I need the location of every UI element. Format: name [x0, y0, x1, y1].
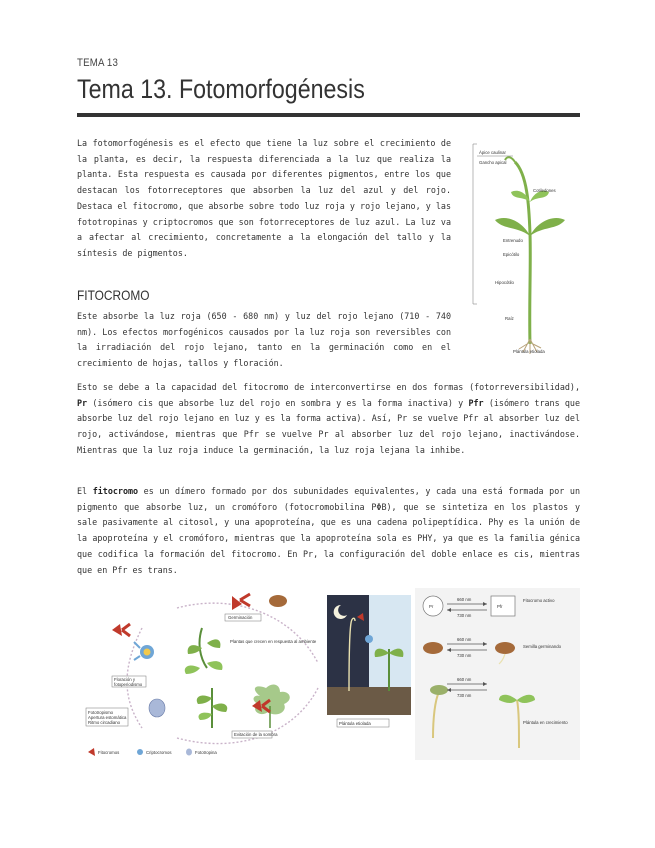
wavelength-far-red: 730 nm	[457, 693, 472, 698]
photoreversibility-figure	[415, 588, 580, 760]
label-active-phytochrome: Fitocromo activo	[523, 598, 555, 603]
etiolation-figure	[327, 595, 411, 729]
fitocromo-paragraph-1: Este absorbe la luz roja (650 - 680 nm) y luz del rojo lejano (710 - 740 nm). Los efectos morfogénicos causados por la luz roja son reversibles con la irradiación del rojo lejano, tanto en la germinación como en el crecimiento de hojas, tallos y floración.	[77, 311, 451, 369]
wavelength-red: 660 nm	[457, 677, 472, 682]
cycle-label: fotoperiodismo	[114, 682, 143, 687]
seedling-label: Gancho apical	[479, 160, 507, 165]
term-fitocromo: fitocromo	[92, 486, 139, 496]
cycle-label: Plantas que crecen en respuesta al ambiente	[230, 639, 317, 644]
seedling-caption: Plántula etiolada	[513, 349, 545, 354]
intro-paragraph: La fotomorfogénesis es el efecto que tiene la luz sobre el crecimiento de la planta, es decir, la respuesta diferenciada a la luz que realiza la planta. Esta respuesta es causada por diferentes pigmentos, entre los que destacan los fotorreceptores que absorben la luz del azul y del rojo. Destaca el fitocromo, que absorbe sobre todo luz roja y rojo lejano, y las fototropinas y criptocromos que son fotorreceptores de luz azul. La luz va a afectar al crecimiento, concretamente a la elongación del tallo y la síntesis de pigmentos.	[77, 138, 451, 258]
legend-phototropin: Fototropina	[195, 750, 217, 755]
label-seed: Semilla germinando	[523, 644, 561, 649]
label-pfr: Pfr	[497, 604, 503, 609]
title-divider	[77, 113, 580, 117]
wavelength-red: 660 nm	[457, 597, 472, 602]
cycle-label: Apertura estomática	[88, 715, 127, 720]
term-pr: Pr	[77, 397, 88, 408]
cycle-label: Germinación	[228, 615, 253, 620]
label-seedling: Plántula en crecimiento	[523, 720, 568, 725]
section-kicker: TEMA 13	[77, 57, 119, 69]
seedling-label: Hipocótilo	[495, 280, 514, 285]
seedling-diagram	[455, 134, 580, 356]
wavelength-far-red: 730 nm	[457, 653, 472, 658]
photoreceptor-cycle-figure	[82, 588, 325, 760]
seedling-label: Cotiledones	[533, 188, 556, 193]
wavelength-far-red: 730 nm	[457, 613, 472, 618]
legend-phytochrome: Fitocromos	[98, 750, 120, 755]
cycle-label: Fototropismo	[88, 710, 114, 715]
legend-cryptochrome: Criptocromos	[146, 750, 172, 755]
cycle-label: Evitación de la sombra	[234, 732, 278, 737]
cycle-label: Floración y	[114, 677, 136, 682]
term-pfr: Pfr	[468, 397, 484, 408]
etiolation-label: Plántula etiolada	[339, 721, 371, 726]
seedling-label: Epicótilo	[503, 252, 520, 257]
page-title: Tema 13. Fotomorfogénesis	[77, 74, 365, 104]
cycle-label: Ritmo circadiano	[88, 720, 121, 725]
seedling-label: Ápice caulinar	[479, 150, 506, 155]
seedling-label: Raíz	[505, 316, 514, 321]
label-pr: Pr	[429, 604, 434, 609]
fitocromo-paragraph-3: El fitocromo es un dímero formado por dos subunidades equivalentes, y cada una está formada por un pigmento que absorbe luz, un cromóforo (fotocromobilina PΦB), que se sintetiza en los plastos y sale pasivamente al citosol, y una apoproteína, que es una cadena polipeptídica. Phy es la unión de la apoproteína y el cromóforo, mientras que la apoproteína sola es PHY, ya que es la familia génica que codifica la formación del fitocromo. En Pr, la configuración del doble enlace es cis, mientras que en Pfr es trans.	[77, 486, 580, 575]
wavelength-red: 660 nm	[457, 637, 472, 642]
seedling-label: Entrenudo	[503, 238, 523, 243]
section-heading-fitocromo: FITOCROMO	[77, 287, 150, 303]
fitocromo-paragraph-2: Esto se debe a la capacidad del fitocromo de interconvertirse en dos formas (fotorreversibilidad), Pr (isómero cis que absorbe luz del rojo en sombra y es la forma inactiva) y Pfr (isómero trans que absorbe luz del rojo lejano en luz y es la forma activa). Así, Pr se vuelve Pfr al absorber luz del rojo, activándose, mientras que Pfr se vuelve Pr al absorber luz del rojo lejano, inactivándose. Mientras que la luz roja induce la germinación, la luz roja lejana la inhibe.	[77, 382, 580, 455]
